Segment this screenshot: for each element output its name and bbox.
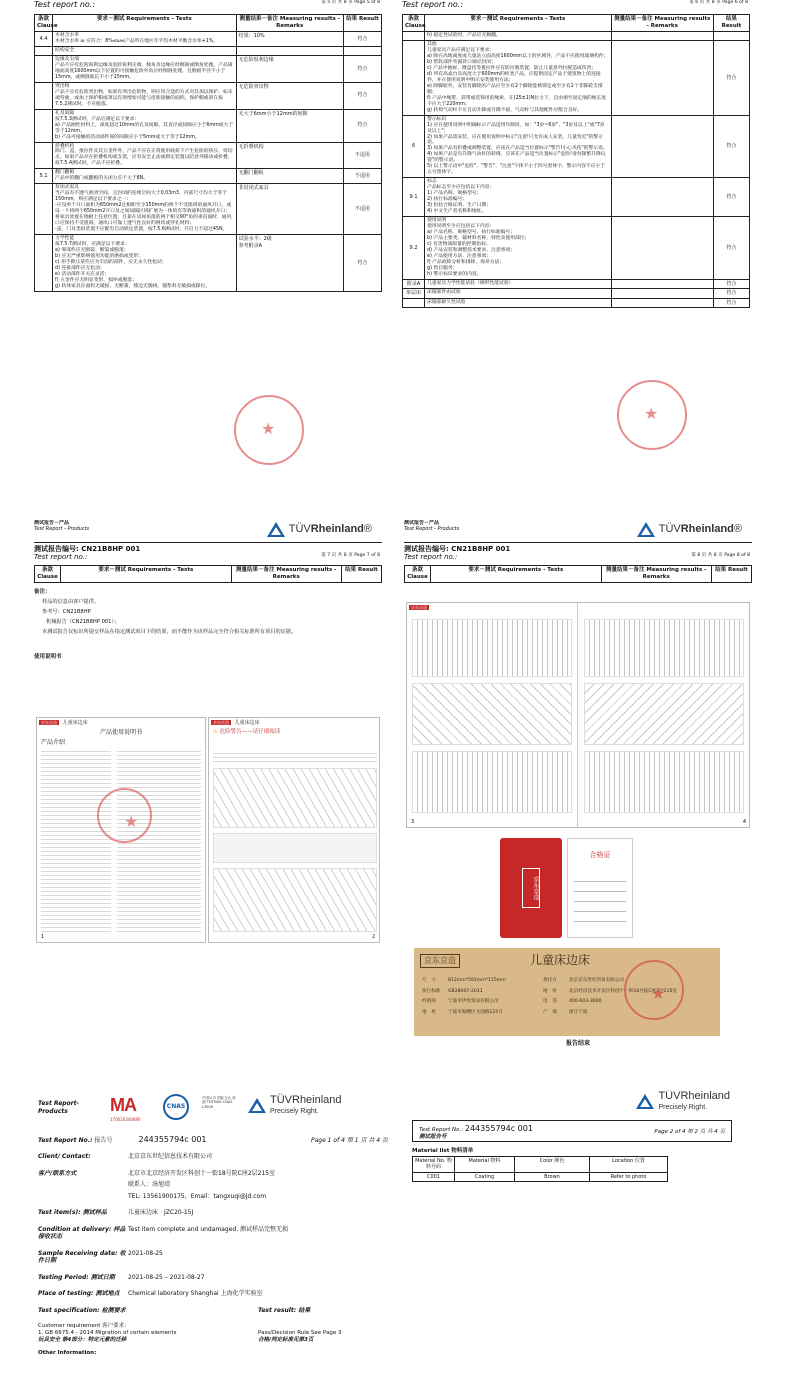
field-value: 2021-08-25 – 2021-08-27 <box>128 1273 205 1281</box>
cell-result: 不适用 <box>343 184 381 235</box>
cell-remarks <box>611 298 713 307</box>
field-value: 联系人：汤旭靖 <box>128 1181 171 1188</box>
tuv-triangle-icon <box>636 1094 654 1109</box>
box-spec-cell: 产 地 <box>543 1010 557 1016</box>
cell-req: 边缘及尖端 产品不应有危险锐利边缘及危险锐利尖端，棱角及边缘应经倒圆或倒角处理。产品离地面高度1600mm以下位置的可接触危险外角应经倒圆处理，且倒圆半径不小于15mm，或倒圆弧长不小于15mm。 <box>53 55 237 82</box>
manual-brand: 儿童床边床 <box>62 720 88 726</box>
test-report-title: Test Report- <box>38 1100 80 1107</box>
cell-remarks <box>611 217 713 280</box>
tuv-tagline: Precisely Right. <box>270 1107 319 1115</box>
col-remarks: 测量结果－备注 Measuring results - Remarks <box>611 15 713 32</box>
requirements-table <box>402 14 750 308</box>
cell-req: 木材含水率 木材含水率 ω 应符合：8%≤ω≤产品所在地区年平均木材平衡含水率+1%。 <box>53 31 237 46</box>
cell-clause: 9.2 <box>403 217 425 280</box>
table-row <box>403 178 750 217</box>
cell-clause <box>403 31 425 40</box>
cma-icon: MA <box>110 1095 136 1115</box>
material-cell: Coating <box>455 1172 515 1181</box>
field-key: Sample Receiving date: 收件日期 <box>38 1249 126 1264</box>
report-page-2 <box>410 1090 750 1200</box>
table-row <box>35 82 382 109</box>
cell-remarks <box>611 178 713 217</box>
field-key <box>38 1193 128 1201</box>
col-result: 结果 Result <box>341 566 381 583</box>
manual-title: 产品使用说明书 <box>99 729 142 736</box>
report-field <box>38 1153 388 1161</box>
field-key: Place of testing: 测试地点 <box>38 1290 120 1297</box>
report-field <box>38 1193 388 1201</box>
requirements-table-header <box>404 565 752 583</box>
field-value: 儿童床边床 JZC20-15J <box>128 1209 194 1216</box>
cell-clause: 9.1 <box>403 178 425 217</box>
cell-result: 符合 <box>713 298 749 307</box>
cell-remarks: 无翻门翻板 <box>236 169 343 184</box>
cell-req: 孔及间隙 按7.5.3测试时，产品应满足以下要求： a) 产品刚性材料上，深度超过10mm的孔及间隙，其直径或间隙应小于6mm或大于等于12mm。 b) 产品可接触的活动部件间的间隙应小于5mm或大于等于12mm。 <box>53 109 237 142</box>
col-result: 结果 Result <box>713 15 749 32</box>
report-no-label: 测试报告编号: <box>404 544 449 553</box>
box-spec-cell: 电 话 <box>543 999 557 1005</box>
tuv-tagline: Precisely Right. <box>658 1103 708 1111</box>
col-clause: 条款 Clause <box>403 15 425 32</box>
cell-result: 符合 <box>343 235 381 292</box>
cell-result: 符合 <box>343 109 381 142</box>
box-spec-cell: 宁波市伊优贸易有限公司 <box>448 999 499 1005</box>
certificate-card <box>567 838 633 938</box>
cell-clause <box>35 184 53 235</box>
material-cell: Brown <box>515 1172 590 1181</box>
cell-clause <box>35 55 53 82</box>
requirement-line-cn: 玩具安全 第4部分：特定元素的迁移 <box>38 1336 127 1343</box>
cell-req: 使用说明 使用说明至少应包括以下内容： a) 产品名称、规格型号、执行标准编号； b) 产品主要类、辅材料名称、特性及使用部位； c) 有害物质限量的控制指标； d) 产品安装和调整技术要求、注意事项； e) 产品使用方法、注意事项； f) 产品故障分析和排除、保养方法； g) 售后服务； h) 警示标识要求的内容。 <box>425 217 612 280</box>
cell-req: 折叠机构 除门、盖、推拉件及其五金件外，产品不应在正常使用载荷下产生危险的挤压、剪切点。如果产品存在折叠机构或支架，应有安全止动或锁定装置以防意外移动或折叠，按7.5.4测试时，产品不应折叠。 <box>53 142 237 169</box>
cell-req: 床铺部耐久性试验 <box>425 298 612 307</box>
cell-clause: 附录A <box>403 280 425 289</box>
table-row <box>35 55 382 82</box>
report-field <box>38 1170 388 1178</box>
tuv-logo <box>267 522 372 537</box>
cell-remarks: 无大于6mm小于12mm的间隙 <box>236 109 343 142</box>
col-remarks: 测量结果－备注 Measuring results - Remarks <box>236 15 343 32</box>
cnas-text: 中国认可 国际互认 检测 TESTING CNAS L3006 <box>202 1096 236 1109</box>
cell-result <box>713 31 749 40</box>
cell-clause <box>35 235 53 292</box>
field-value: Test item complete and undamaged. 测试样品完整无损 <box>128 1225 289 1233</box>
company-seal <box>234 395 304 465</box>
category-en: Test Report - Products <box>404 526 460 533</box>
field-key: Client/ Contact: <box>38 1153 91 1160</box>
material-cell: Refer to photo <box>590 1172 668 1181</box>
material-col: Material 物料 <box>455 1157 515 1173</box>
cell-req: 封闭式家具 当产品有不透气密闭空间，且封闭的连续空间大于0.03m3，内部尺寸均大于等于150mm，则应满足以下要求之一： -应设单个开口面积为650mm2且相距至少150mm的两个不受阻碍的通风开口，或设一个将两个650mm2开口及之间间隔区域扩展为一体的有等效面积的通风开口；将家具放置在地板上任意位置，且靠在房间角落的两个相交90°角的垂直面时，通风口应保持不受阻碍。通风口可靠上透气性良好的网状或穿孔材料； -盖、门及类似装置不应配有自动锁定装置，按7.5.6测试时，开启力不超过45N。 <box>53 184 237 235</box>
table-row <box>35 169 382 184</box>
cell-req: 其他 儿童家具产品应满足以下要求： a) 除在高地离度或儿童站立面高度1600mm以上的区域外，产品不应使用玻璃构件； b) 带软部件外露管口端应封闭； c) 产品中抽屉、键盘托等推拉件应有防拉脱装置，防止儿童意外拉脱造成伤害； d) 所有高桌台及高度大于600mm的柜类产品，应提供固定产品于建筑物上的连接件，并在使用说明中明示安装使用方法； e) 除脚轮外，安装有脚轮的产品应至少有2个脚轮能被锁定或至少有2个非脚轮支撑腿； f) 产品中绳带、彩带或装饰用的绳索，在(25±1)N拉力下，自由端至固定端的绳长度不应大于220mm； g) 转椅气动杆不应自动升降或升降不稳，气动杆与其他配件应配合良好。 <box>425 40 612 115</box>
page-number: 第 8 页 共 8 页 Page 8 of 8 <box>691 553 750 558</box>
category-cn: 测试报告－产品 <box>404 520 440 526</box>
cell-remarks <box>236 46 343 55</box>
notes-title: 备注： <box>34 588 51 595</box>
manual-page-number: 1 <box>41 933 45 940</box>
cell-req: 标志 产品标志至少应包括以下内容： 1) 产品名称、规格型号； 2) 执行标准编号； 3) 检验合格证明、生产日期； 4) 中文生产者名称和地址。 <box>425 178 612 217</box>
parts-diagram <box>213 768 377 828</box>
cell-result: 符合 <box>713 280 749 289</box>
cell-req: 床铺部件由试验 <box>425 289 612 298</box>
box-spec-cell: 经销商 <box>422 999 436 1005</box>
manual-subtitle: 产品介绍 <box>41 738 66 746</box>
cell-remarks: 非封闭式家具 <box>236 184 343 235</box>
field-value: Chemical laboratory Shanghai 上海化学实验室 <box>128 1290 263 1297</box>
page-number: Page 1 of 4 第 1 页 共 4 页 <box>310 1137 388 1144</box>
box-spec-cell: 执行标准 <box>422 988 441 994</box>
box-title: 儿童床边床 <box>530 953 591 967</box>
report-field <box>38 1226 388 1241</box>
manual-page-3 <box>407 603 578 827</box>
cell-clause <box>35 109 53 142</box>
report-field <box>38 1250 388 1265</box>
cell-result: 符合 <box>713 217 749 280</box>
tools-diagram <box>213 833 377 863</box>
cell-remarks <box>611 289 713 298</box>
assembly-step-diagram <box>412 619 572 677</box>
cell-clause <box>35 82 53 109</box>
cell-remarks <box>611 115 713 178</box>
tuv-logo <box>636 1090 730 1113</box>
page-number: 第 6 页 共 8 页 Page 6 of 8 <box>689 0 748 5</box>
parts-diagram-2 <box>213 868 377 932</box>
certificate-cover <box>500 838 562 938</box>
cell-req: h) 稳定性试验时，产品应无倾翻。 <box>425 31 612 40</box>
certificate-title: 合格证 <box>589 851 611 859</box>
note-item: • 参考号：CN21B8HP <box>42 609 382 616</box>
box-spec-cell: 委托方 <box>543 978 557 983</box>
field-key: Testing Period: 测试日期 <box>38 1273 115 1281</box>
field-value: TEL: 13561900175，Email：tangxuqi@jd.com <box>128 1192 267 1200</box>
manual-page-number: 3 <box>411 818 415 825</box>
requirements-table-header <box>34 565 382 583</box>
table-row <box>35 235 382 292</box>
tuv-logo <box>248 1094 342 1117</box>
cell-clause: 单层床 <box>403 289 425 298</box>
table-row <box>35 46 382 55</box>
cell-result: 符合 <box>343 82 381 109</box>
cell-clause <box>403 40 425 115</box>
cell-remarks: 无危险锐利边缘 <box>236 55 343 82</box>
report-no-en: Test report no.: <box>34 553 88 562</box>
company-seal <box>97 788 152 843</box>
cell-remarks <box>611 280 713 289</box>
cell-req: 突出物 产品不应有危险突出物，如果有突出危险物，则应用合适的方式对其加以保护。如末端弯曲，或加上保护帽或罩以有效增加可能与皮肤接触的面积。保护帽或罩在按7.5.2测试时，不应脱落。 <box>53 82 237 109</box>
cell-result: 符合 <box>343 55 381 82</box>
box-spec-cell: 地 址 <box>543 988 557 994</box>
col-clause: 条款 Clause <box>405 566 431 583</box>
field-value: 北京市北京经济开发区科创十一街18号院C座2层215室 <box>128 1169 276 1177</box>
warning-icon: ⚠ <box>213 729 218 735</box>
table-row <box>403 40 750 115</box>
manual-page-4 <box>579 603 750 827</box>
report-end: 报告结束 <box>565 1040 590 1047</box>
manual-text-block <box>41 748 111 933</box>
col-clause: 条款 Clause <box>35 15 53 32</box>
cell-result: 符合 <box>713 178 749 217</box>
box-spec-cell: 尺 寸 <box>422 978 436 983</box>
report-page-7 <box>34 520 382 950</box>
assembly-step-diagram <box>584 751 744 813</box>
col-result: 结果 Result <box>343 15 381 32</box>
tuv-triangle-icon <box>248 1098 266 1113</box>
table-row <box>35 184 382 235</box>
page-number: 第 7 页 共 8 页 Page 7 of 8 <box>321 553 380 558</box>
brand-tag: 京东京造 <box>411 605 427 610</box>
cell-clause: 4.4 <box>35 31 53 46</box>
tuv-logo <box>637 522 742 537</box>
table-row <box>403 280 750 289</box>
material-table <box>412 1156 668 1182</box>
col-remarks: 测量结果－备注 Measuring results - Remarks <box>231 566 341 583</box>
col-req: 要求－测试 Requirements - Tests <box>53 15 237 32</box>
table-row <box>403 217 750 280</box>
assembly-step-diagram <box>584 683 744 745</box>
manual-page-1 <box>36 717 206 943</box>
cell-remarks: 结果：10% <box>236 31 343 46</box>
cell-remarks: 无折叠机构 <box>236 142 343 169</box>
cell-result: 不适用 <box>343 142 381 169</box>
table-row <box>403 31 750 40</box>
field-key <box>38 1181 128 1189</box>
col-req: 要求－测试 Requirements - Tests <box>61 566 231 583</box>
note-item: • 样品的信息由客户提供。 <box>42 599 382 606</box>
box-spec-cell: 浙江宁波 <box>569 1010 588 1016</box>
requirement-line: 1. GB 6675.4 - 2014 Migration of certain elements <box>38 1329 177 1336</box>
box-spec-cell: 地 址 <box>422 1010 436 1016</box>
requirement-result: Pass/Decision Rule See Page 3 <box>258 1329 342 1336</box>
box-spec-cell: 宁波市海曙区文创路125号 <box>448 1010 503 1016</box>
cell-clause: 5.1 <box>35 169 53 184</box>
cell-remarks <box>611 40 713 115</box>
test-report-subtitle: Products <box>38 1107 68 1115</box>
tuv-triangle-icon <box>637 522 655 537</box>
brand-logo: 京东京造 <box>522 868 540 908</box>
report-no-cn: 测试报告号 <box>419 1134 447 1140</box>
note-item: • 本测试报告仅标识所提交样品在指定测试项目下的结果，而不能作为该样品完全符合相关标准所有项目的证据。 <box>42 629 382 636</box>
report-page-5 <box>34 0 382 485</box>
page-number: 第 5 页 共 8 页 Page 5 of 8 <box>321 0 380 5</box>
report-field <box>38 1274 388 1282</box>
report-no-label: Test Report No.: <box>38 1137 93 1144</box>
table-row <box>403 115 750 178</box>
table-row <box>403 298 750 307</box>
assembly-step-diagram <box>412 751 572 813</box>
manual-page-number: 4 <box>742 818 746 825</box>
tuv-name: TÜVRheinland <box>270 1094 342 1106</box>
cell-req: 警示标识 1) 应在使用说明中明确标示产品适用年龄段，如："3岁~6岁"、"3岁及以上"或"7岁及以上"； 2) 如果产品需安装，应在使用说明中标示"注意!只允许成人安装，儿童勿近"的警示语。 3) 如果产品有折叠或调整装置，应该在产品适当位置标示"警告!小心夹伤"的警示语。 4) 如果产品是有升降气动杆的转椅，应该在产品适当位置标示"危险!请勿频繁升降玩耍"的警示语。 5) 以上警示语中"危险"、"警告"、"注意"字体不小于四号黑体字，警示内容不应小于五号黑体字。 <box>425 115 612 178</box>
report-field <box>38 1181 388 1189</box>
report-field <box>38 1307 388 1315</box>
company-seal <box>624 960 684 1020</box>
report-field <box>38 1290 388 1298</box>
cell-req: 儿童家具力学性能试验（梯形性能试验） <box>425 280 612 289</box>
cell-clause <box>403 298 425 307</box>
report-no-label: 测试报告编号: <box>34 544 79 553</box>
report-no-header: Test report no.: <box>402 0 464 9</box>
table-row <box>35 109 382 142</box>
report-page-6 <box>402 0 750 470</box>
col-result: 结果 Result <box>711 566 751 583</box>
table-row <box>35 142 382 169</box>
manual-page-2 <box>208 717 380 943</box>
cma-logo <box>110 1094 152 1126</box>
report-fields <box>38 1153 388 1314</box>
brand-tag: 京东京造 <box>213 720 229 725</box>
note-item: 机械报告（CN21B8HP 001）； <box>46 618 120 625</box>
material-col: Color 颜色 <box>515 1157 590 1173</box>
cell-result: 符合 <box>713 289 749 298</box>
material-col: Material No. 物料号码 <box>413 1157 455 1173</box>
field-key: Test item(s): 测试样品 <box>38 1209 107 1216</box>
report-no: CN21B8HP 001 <box>81 544 141 553</box>
cell-result <box>343 46 381 55</box>
cell-remarks: 试验水平：2级 参考附录A <box>236 235 343 292</box>
category-cn: 测试报告－产品 <box>34 520 70 526</box>
cell-result: 符合 <box>713 40 749 115</box>
notes-list <box>42 599 382 636</box>
field-key: Condition at delivery: 样品接收状态 <box>38 1225 126 1240</box>
customer-requirement: Customer requirement 客户要求： 1. GB 6675.4 - 2014 Migration of certain elements Pass/Decision Rule See Page 3 玩具安全 第4部分：特定元素的迁移 合格/判定标准见第3页 Other Information: <box>38 1323 388 1357</box>
cma-number: 170020340690 <box>110 1116 141 1122</box>
report-no-box <box>412 1120 732 1142</box>
report-no: 244355794c 001 <box>138 1135 207 1144</box>
cell-result: 符合 <box>713 115 749 178</box>
report-no-label: Test Report No.: <box>419 1127 464 1133</box>
cell-remarks <box>611 31 713 40</box>
page-number: Page 2 of 4 第 2 页 共 4 页 <box>654 1129 725 1135</box>
tuv-name: TÜVRheinland® <box>658 522 742 535</box>
warning-text <box>213 750 377 764</box>
manual-brand: 儿童床边床 <box>234 720 260 726</box>
field-value: Test result: 结果 <box>258 1306 311 1314</box>
report-no: CN21B8HP 001 <box>451 544 511 553</box>
col-req: 要求－测试 Requirements - Tests <box>431 566 601 583</box>
installation-manual <box>406 602 750 828</box>
cell-remarks: 无危险突出物 <box>236 82 343 109</box>
report-no-en: Test report no.: <box>404 553 458 562</box>
tuv-triangle-icon <box>267 522 285 537</box>
table-row <box>35 31 382 46</box>
cell-result: 不适用 <box>343 169 381 184</box>
material-cell: C001 <box>413 1172 455 1181</box>
field-key: 客户/联系方式 <box>38 1169 77 1177</box>
field-key: Test specification: 检测要求 <box>38 1306 126 1314</box>
category-en: Test Report - Products <box>34 526 90 533</box>
tuv-name: TÜVRheinland <box>658 1090 730 1102</box>
cell-req: 力学性能 按7.5.7测试时，应满足以下要求： a) 零部件应无断裂、断裂或脱落； b) 应无严重影响使用功能的磨损或变形； c) 用手揿压某些应为牢固的部件，应无永久性松动； d) 连接部件应无松动； e) 活动部件开关应灵活； f) 五金件应无明显变形、损坏或脱落； g) 软体家具应面料无破损，无断簧，缝边无脱线，铺垫料无破损或移位。 <box>53 235 237 292</box>
requirement-result-cn: 合格/判定标准见第3页 <box>258 1336 314 1343</box>
report-field <box>38 1209 388 1217</box>
cell-result: 符合 <box>343 31 381 46</box>
box-spec-cell: 812mm*592mm*115mm <box>448 978 506 983</box>
tuv-name: TÜVRheinland® <box>288 522 372 535</box>
cell-req: 翻门翻板 产品中的翻门或翻板的关闭力应不大于8N。 <box>53 169 237 184</box>
cell-req: 结构安全 <box>53 46 237 55</box>
report-no-header: Test report no.: <box>34 0 96 9</box>
box-spec-cell: 400-603-3600 <box>569 999 602 1005</box>
col-req: 要求－测试 Requirements - Tests <box>425 15 612 32</box>
certificate-lines <box>574 872 626 922</box>
field-value: 2021-08-25 <box>128 1249 163 1257</box>
cell-clause <box>35 46 53 55</box>
col-remarks: 测量结果－备注 Measuring results - Remarks <box>601 566 711 583</box>
report-no-label-cn: 报告号 <box>94 1137 113 1144</box>
cell-clause <box>35 142 53 169</box>
brand-tag: 京东京造 <box>41 720 57 725</box>
warning-title: ⚠ 危险警告——请仔细阅读 <box>213 729 281 735</box>
cnas-icon: CNAS <box>163 1094 189 1120</box>
report-cover-page-1 <box>38 1090 388 1377</box>
material-list-title: Material list 物料清单 <box>412 1148 474 1154</box>
box-brand: 京东京造 <box>420 954 460 968</box>
cnas-logo <box>163 1094 201 1128</box>
assembly-step-diagram <box>412 683 572 745</box>
box-spec-cell: GB28007-2011 <box>448 988 483 994</box>
cell-clause: 6 <box>403 115 425 178</box>
report-page-8 <box>404 520 752 1060</box>
col-clause: 条款 Clause <box>35 566 61 583</box>
table-row <box>403 289 750 298</box>
material-row <box>413 1172 668 1181</box>
material-col: Location 位置 <box>590 1157 668 1173</box>
other-info: Other Information: <box>38 1349 97 1356</box>
manual-label: 使用说明书 <box>34 653 62 660</box>
box-spec-cell: 北京经济技术开发区科创十一街18号院C座2层215室 <box>569 988 678 994</box>
assembly-step-diagram <box>584 619 744 677</box>
company-seal <box>617 380 687 450</box>
requirements-table <box>34 14 382 292</box>
box-label <box>414 948 720 1036</box>
manual-page-number: 2 <box>371 933 375 940</box>
field-value: 北京京东世纪信息技术有限公司 <box>128 1153 213 1160</box>
box-spec-cell: 北京京东世纪贸易有限公司 <box>569 978 625 983</box>
report-no: 244355794c 001 <box>464 1124 533 1133</box>
